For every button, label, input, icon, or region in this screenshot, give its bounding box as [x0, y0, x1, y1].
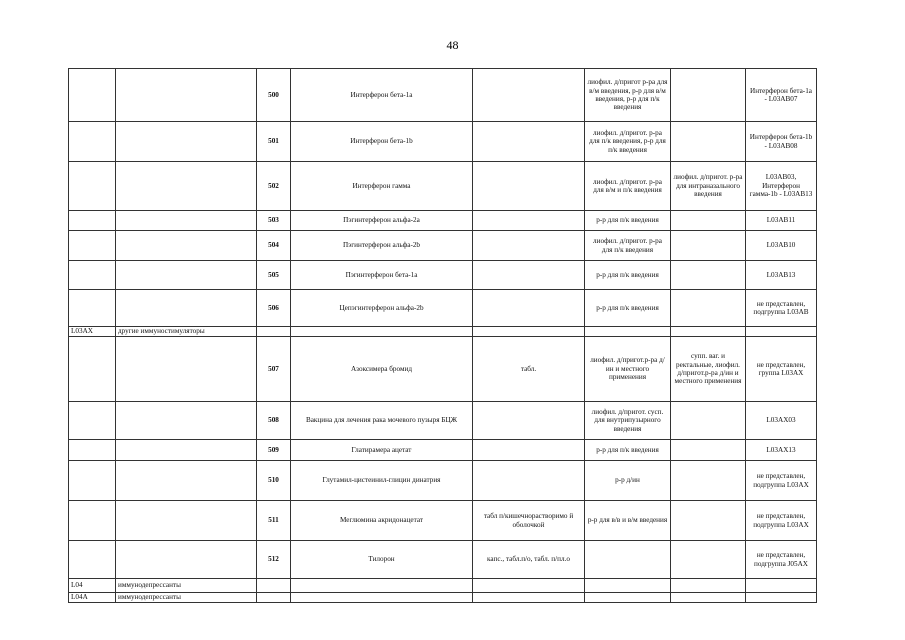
drug-name: Глутамил-цистеинил-глицин динатрия [291, 461, 473, 501]
row-number [257, 579, 291, 593]
atc-code: не представлен, группа L03AX [746, 337, 817, 402]
dosage-form-tablets [473, 261, 585, 290]
drug-name: Глатирамера ацетат [291, 440, 473, 461]
dosage-form-parenteral: лиофил. д/пригот. р-ра для в/м и п/к введения [585, 162, 671, 211]
atc-group-code [69, 290, 116, 327]
row-number: 505 [257, 261, 291, 290]
table-row [69, 231, 817, 261]
drug-name: Тилорон [291, 541, 473, 579]
row-number: 512 [257, 541, 291, 579]
atc-code: не представлен, подгруппа J05AX [746, 541, 817, 579]
table-row [69, 541, 817, 579]
dosage-form-tablets [473, 231, 585, 261]
dosage-form-other [671, 211, 746, 231]
dosage-form-tablets [473, 162, 585, 211]
group-name [116, 162, 257, 211]
group-name: иммунодепрессанты [116, 579, 257, 593]
drug-name: Интерферон гамма [291, 162, 473, 211]
dosage-form-other [671, 261, 746, 290]
group-name [116, 69, 257, 122]
group-name: другие иммуностимуляторы [116, 327, 257, 337]
table-row [69, 440, 817, 461]
group-name [116, 461, 257, 501]
table-row [69, 402, 817, 440]
group-name [116, 231, 257, 261]
dosage-form-parenteral: лиофил. д/пригот р-ра для в/м введения, р-р для в/м введения, р-р для п/к введения [585, 69, 671, 122]
atc-group-code [69, 541, 116, 579]
drug-name: Цепэгинтерферон альфа-2b [291, 290, 473, 327]
dosage-form-parenteral: р-р для п/к введения [585, 440, 671, 461]
atc-group-code [69, 162, 116, 211]
atc-code: не представлен, подгруппа L03AB [746, 290, 817, 327]
dosage-form-other [671, 122, 746, 162]
dosage-form-parenteral [585, 327, 671, 337]
dosage-form-tablets [473, 122, 585, 162]
atc-code: L03AB13 [746, 261, 817, 290]
group-name [116, 541, 257, 579]
table-row [69, 327, 817, 337]
atc-code: не представлен, подгруппа L03AX [746, 461, 817, 501]
table-row [69, 261, 817, 290]
table-row [69, 501, 817, 541]
dosage-form-tablets: капс., табл.п/о, табл. п/пл.о [473, 541, 585, 579]
row-number: 506 [257, 290, 291, 327]
dosage-form-other: лиофил. д/пригот. р-ра для интраназального введения [671, 162, 746, 211]
row-number: 509 [257, 440, 291, 461]
dosage-form-tablets: табл. [473, 337, 585, 402]
dosage-form-other [671, 231, 746, 261]
group-name [116, 402, 257, 440]
dosage-form-tablets: табл п/кишечнорастворимо й оболочкой [473, 501, 585, 541]
atc-group-code [69, 461, 116, 501]
dosage-form-other [671, 69, 746, 122]
dosage-form-other [671, 579, 746, 593]
drug-name: Пэгинтерферон бета-1а [291, 261, 473, 290]
row-number: 508 [257, 402, 291, 440]
table-row [69, 122, 817, 162]
row-number: 500 [257, 69, 291, 122]
dosage-form-tablets [473, 593, 585, 603]
atc-group-code [69, 440, 116, 461]
atc-code: L03AB03, Интерферон гамма-1b - L03AB13 [746, 162, 817, 211]
dosage-form-other [671, 461, 746, 501]
atc-code [746, 327, 817, 337]
dosage-form-tablets [473, 327, 585, 337]
dosage-form-parenteral [585, 541, 671, 579]
dosage-form-parenteral: р-р для в/в и в/м введения [585, 501, 671, 541]
table-row [69, 579, 817, 593]
row-number: 511 [257, 501, 291, 541]
dosage-form-parenteral: р-р для п/к введения [585, 211, 671, 231]
atc-code: Интерферон бета-1b - L03AB08 [746, 122, 817, 162]
atc-group-code [69, 402, 116, 440]
group-name [116, 261, 257, 290]
atc-code: L03AX13 [746, 440, 817, 461]
dosage-form-parenteral: р-р для п/к введения [585, 261, 671, 290]
atc-group-code [69, 211, 116, 231]
row-number: 507 [257, 337, 291, 402]
dosage-form-parenteral: лиофил. д/пригот. р-ра для п/к введения, р-р для п/к введения [585, 122, 671, 162]
atc-code: L03AB10 [746, 231, 817, 261]
dosage-form-parenteral [585, 593, 671, 603]
row-number [257, 327, 291, 337]
drug-name: Вакцина для лечения рака мочевого пузыря БЦЖ [291, 402, 473, 440]
table-row [69, 593, 817, 603]
drug-name: Пэгинтерферон альфа-2а [291, 211, 473, 231]
group-name [116, 122, 257, 162]
table-row [69, 211, 817, 231]
drug-name [291, 593, 473, 603]
atc-group-code: L04A [69, 593, 116, 603]
dosage-form-tablets [473, 69, 585, 122]
dosage-form-parenteral [585, 579, 671, 593]
table-row [69, 290, 817, 327]
table-row [69, 69, 817, 122]
dosage-form-parenteral: лиофил. д/пригот. р-ра для п/к введения [585, 231, 671, 261]
group-name [116, 501, 257, 541]
drug-name: Азоксимера бромид [291, 337, 473, 402]
drug-name: Меглюмина акридонацетат [291, 501, 473, 541]
dosage-form-tablets [473, 290, 585, 327]
atc-group-code: L03AX [69, 327, 116, 337]
drug-name: Пэгинтерферон альфа-2b [291, 231, 473, 261]
dosage-form-other [671, 402, 746, 440]
group-name [116, 290, 257, 327]
table-row [69, 461, 817, 501]
row-number: 501 [257, 122, 291, 162]
row-number [257, 593, 291, 603]
dosage-form-other: супп. ваг. и ректальные, лиофил. д/пригот.р-ра д/ин и местного применения [671, 337, 746, 402]
dosage-form-other [671, 501, 746, 541]
group-name [116, 211, 257, 231]
atc-group-code [69, 231, 116, 261]
atc-code [746, 579, 817, 593]
dosage-form-parenteral: р-р д/ин [585, 461, 671, 501]
dosage-form-tablets [473, 402, 585, 440]
atc-code: L03AB11 [746, 211, 817, 231]
atc-code: Интерферон бета-1а - L03AB07 [746, 69, 817, 122]
page-number: 48 [446, 38, 459, 52]
row-number: 502 [257, 162, 291, 211]
drug-name: Интерферон бета-1а [291, 69, 473, 122]
atc-group-code: L04 [69, 579, 116, 593]
row-number: 504 [257, 231, 291, 261]
dosage-form-tablets [473, 461, 585, 501]
row-number: 510 [257, 461, 291, 501]
dosage-form-tablets [473, 579, 585, 593]
group-name [116, 337, 257, 402]
table-row [69, 337, 817, 402]
dosage-form-other [671, 593, 746, 603]
atc-code [746, 593, 817, 603]
dosage-form-other [671, 541, 746, 579]
row-number: 503 [257, 211, 291, 231]
drug-name: Интерферон бета-1b [291, 122, 473, 162]
drug-name [291, 327, 473, 337]
atc-group-code [69, 122, 116, 162]
group-name [116, 440, 257, 461]
dosage-form-parenteral: лиофил. д/пригот.р-ра д/ин и местного применения [585, 337, 671, 402]
dosage-form-parenteral: лиофил. д/пригот. сусп. для внутрипузырного введения [585, 402, 671, 440]
dosage-form-other [671, 440, 746, 461]
dosage-form-tablets [473, 211, 585, 231]
group-name: иммунодепрессанты [116, 593, 257, 603]
atc-group-code [69, 501, 116, 541]
drug-table [68, 68, 817, 603]
table-row [69, 162, 817, 211]
atc-group-code [69, 261, 116, 290]
atc-group-code [69, 337, 116, 402]
dosage-form-tablets [473, 440, 585, 461]
atc-group-code [69, 69, 116, 122]
drug-name [291, 579, 473, 593]
dosage-form-other [671, 290, 746, 327]
dosage-form-parenteral: р-р для п/к введения [585, 290, 671, 327]
atc-code: не представлен, подгруппа L03AX [746, 501, 817, 541]
atc-code: L03AX03 [746, 402, 817, 440]
dosage-form-other [671, 327, 746, 337]
